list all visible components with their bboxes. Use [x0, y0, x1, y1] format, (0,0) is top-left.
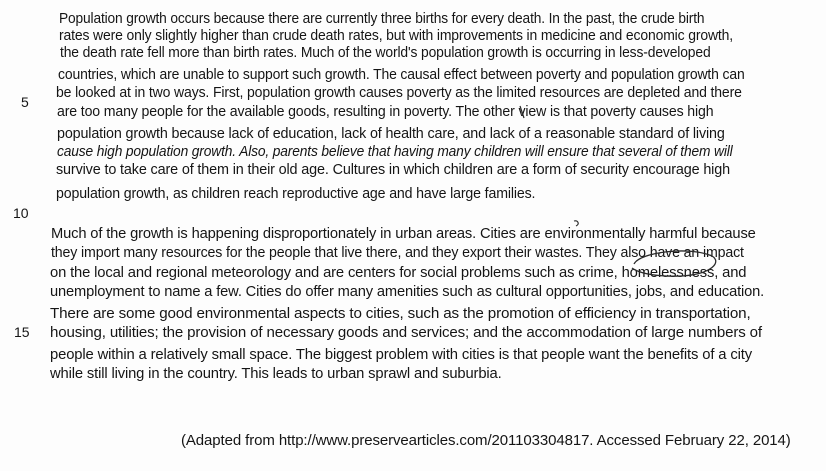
p2-line-4: unemployment to name a few. Cities do offer many amenities such as cultural opportunities, jobs, and education.: [50, 283, 765, 300]
p1-line-5: be looked at in two ways. First, population growth causes poverty as the limited resources are depleted and there: [56, 84, 742, 101]
p2-line-7: people within a relatively small space. The biggest problem with cities is that people want the benefits of a city: [50, 346, 752, 363]
p1-line-4: countries, which are unable to support such growth. The causal effect between poverty and population growth can: [58, 66, 745, 83]
p1-line-1: Population growth occurs because there are currently three births for every death. In the past, the crude birth: [59, 10, 705, 27]
p2-line-1: Much of the growth is happening disproportionately in urban areas. Cities are environmentally harmful because: [51, 225, 756, 242]
p2-line-8: while still living in the country. This leads to urban sprawl and suburbia.: [50, 365, 502, 382]
p1-line-8-text: cause high population growth. Also, parents believe that having many children will ensure that several of them will: [57, 143, 733, 160]
p1-line-8: [57, 143, 733, 160]
p1-line-3: the death rate fell more than birth rates. Much of the world's population growth is occurring in less-developed: [60, 44, 711, 61]
line-number-10: 10: [13, 205, 29, 221]
p1-line-9: survive to take care of them in their old age. Cultures in which children are a form of security encourage high: [56, 161, 730, 178]
p1-line-7: population growth because lack of education, lack of health care, and lack of a reasonable standard of living: [57, 125, 725, 142]
p1-line-10: population growth, as children reach reproductive age and have large families.: [56, 185, 536, 202]
source-citation: (Adapted from http://www.preservearticles.com/201103304817. Accessed February 22, 2014): [181, 432, 791, 449]
p1-line-6: are too many people for the available goods, resulting in poverty. The other view is that poverty causes high: [57, 103, 714, 120]
line-number-5: 5: [21, 94, 29, 110]
line-number-15: 15: [14, 324, 30, 340]
p2-line-2: they import many resources for the people that live there, and they export their wastes. They also have an impact: [51, 244, 744, 261]
p2-line-3: on the local and regional meteorology and are centers for social problems such as crime, homelessness, and: [50, 264, 747, 281]
p1-line-2: rates were only slightly higher than crude death rates, but with improvements in medicine and economic growth,: [59, 27, 733, 44]
p2-line-6: housing, utilities; the provision of necessary goods and services; and the accommodation of large numbers of: [50, 324, 762, 341]
p2-line-5: There are some good environmental aspects to cities, such as the promotion of efficiency in transportation,: [50, 305, 751, 322]
